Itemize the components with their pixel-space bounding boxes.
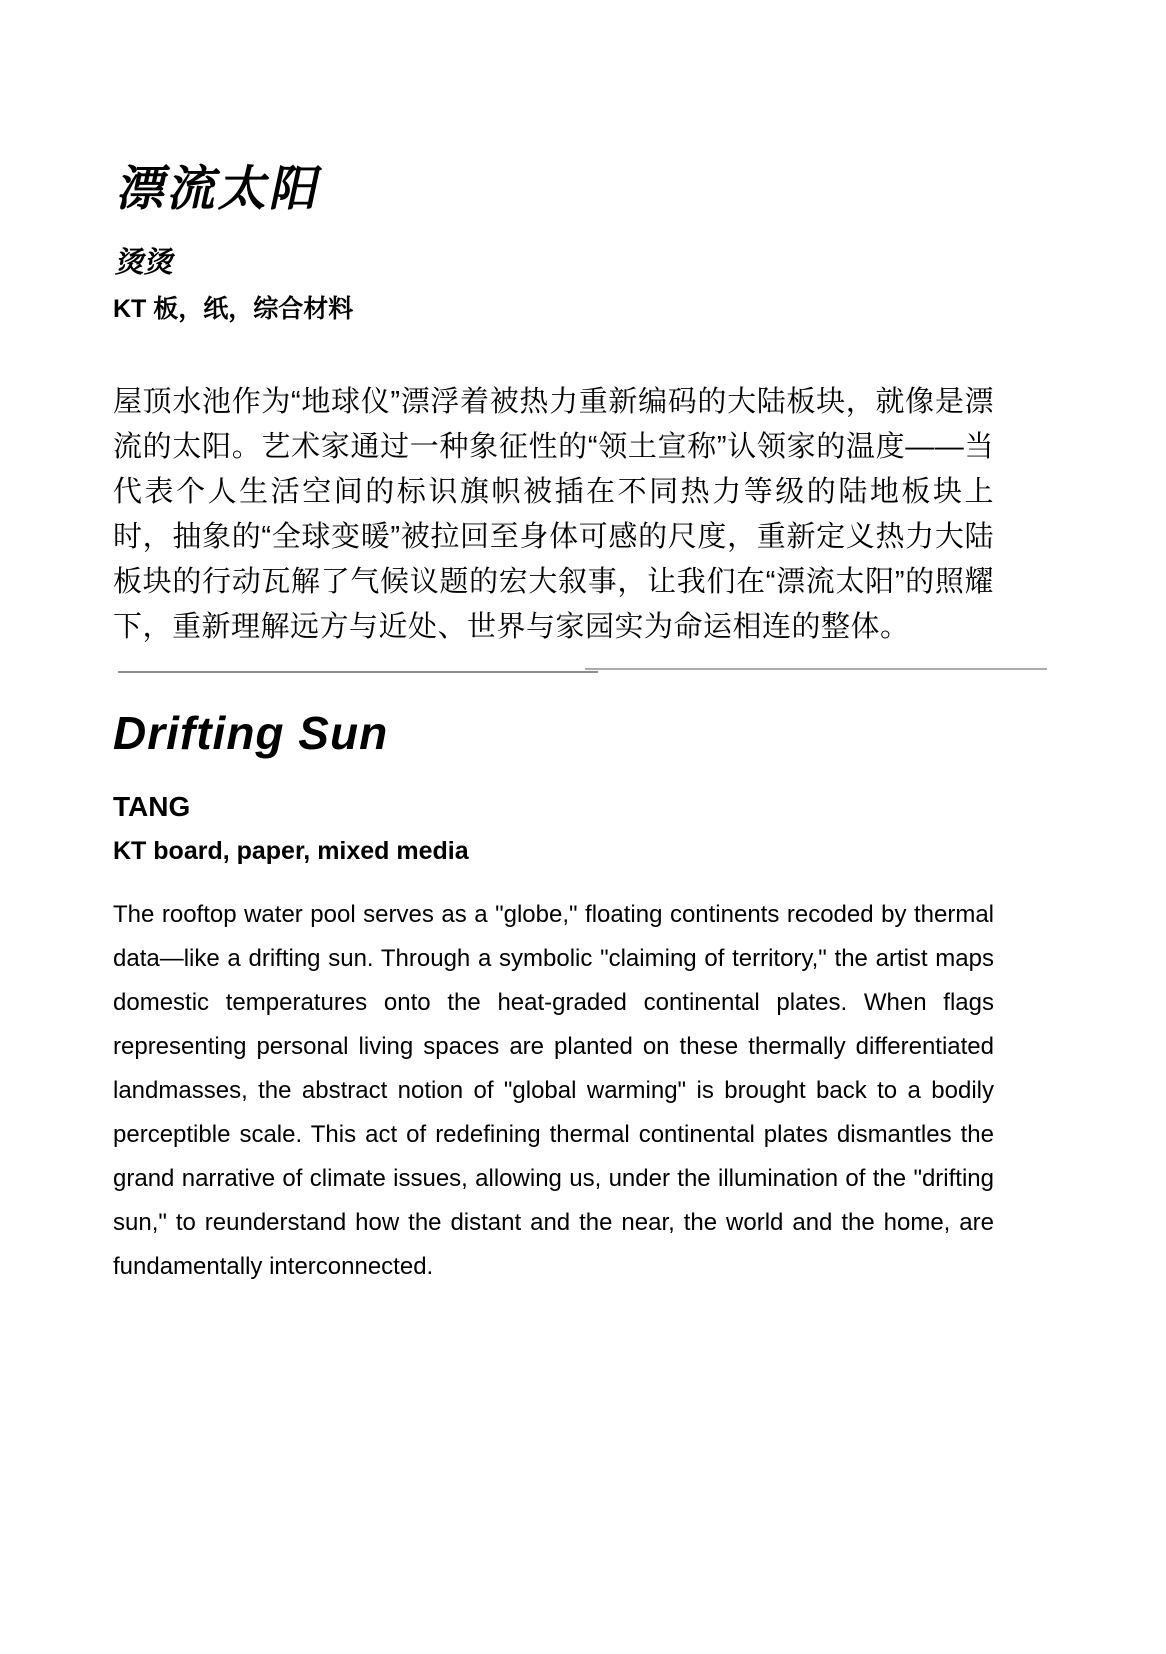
section-divider-left-segment (118, 671, 598, 673)
english-description-paragraph: The rooftop water pool serves as a "globe," floating continents recoded by thermal data—like a drifting sun. Through a symbolic "claiming of territory," the artist maps domestic temperatures onto the heat-graded continental plates. When flags representing personal living spaces are planted on these thermally differentiated landmasses, the abstract notion of "global warming" is brought back to a bodily perceptible scale. This act of redefining thermal continental plates dismantles the grand narrative of climate issues, allowing us, under the illumination of the "drifting sun," to reunderstand how the distant and the near, the world and the home, are fundamentally interconnected. (113, 901, 994, 1280)
chinese-artwork-title: 漂流太阳 (113, 163, 329, 216)
english-artist-name: TANG (113, 791, 191, 822)
english-artwork-title: Drifting Sun (113, 707, 389, 759)
chinese-description-paragraph: 屋顶水池作为“地球仪”漂浮着被热力重新编码的大陆板块，就像是漂流的太阳。艺术家通过一种象征性的“领土宣称”认领家的温度——当代表个人生活空间的标识旗帜被插在不同热力等级的陆地板块上时，抽象的“全球变暖”被拉回至身体可感的尺度，重新定义热力大陆板块的行动瓦解了气候议题的宏大叙事，让我们在“漂流太阳”的照耀下，重新理解远方与近处、世界与家园实为命运相连的整体。 (113, 386, 994, 643)
chinese-materials-line: KT 板，纸，综合材料 (113, 295, 354, 323)
section-divider-right-segment (585, 668, 1047, 670)
chinese-artist-name: 烫烫 (113, 247, 179, 279)
english-materials-line: KT board, paper, mixed media (113, 837, 469, 865)
